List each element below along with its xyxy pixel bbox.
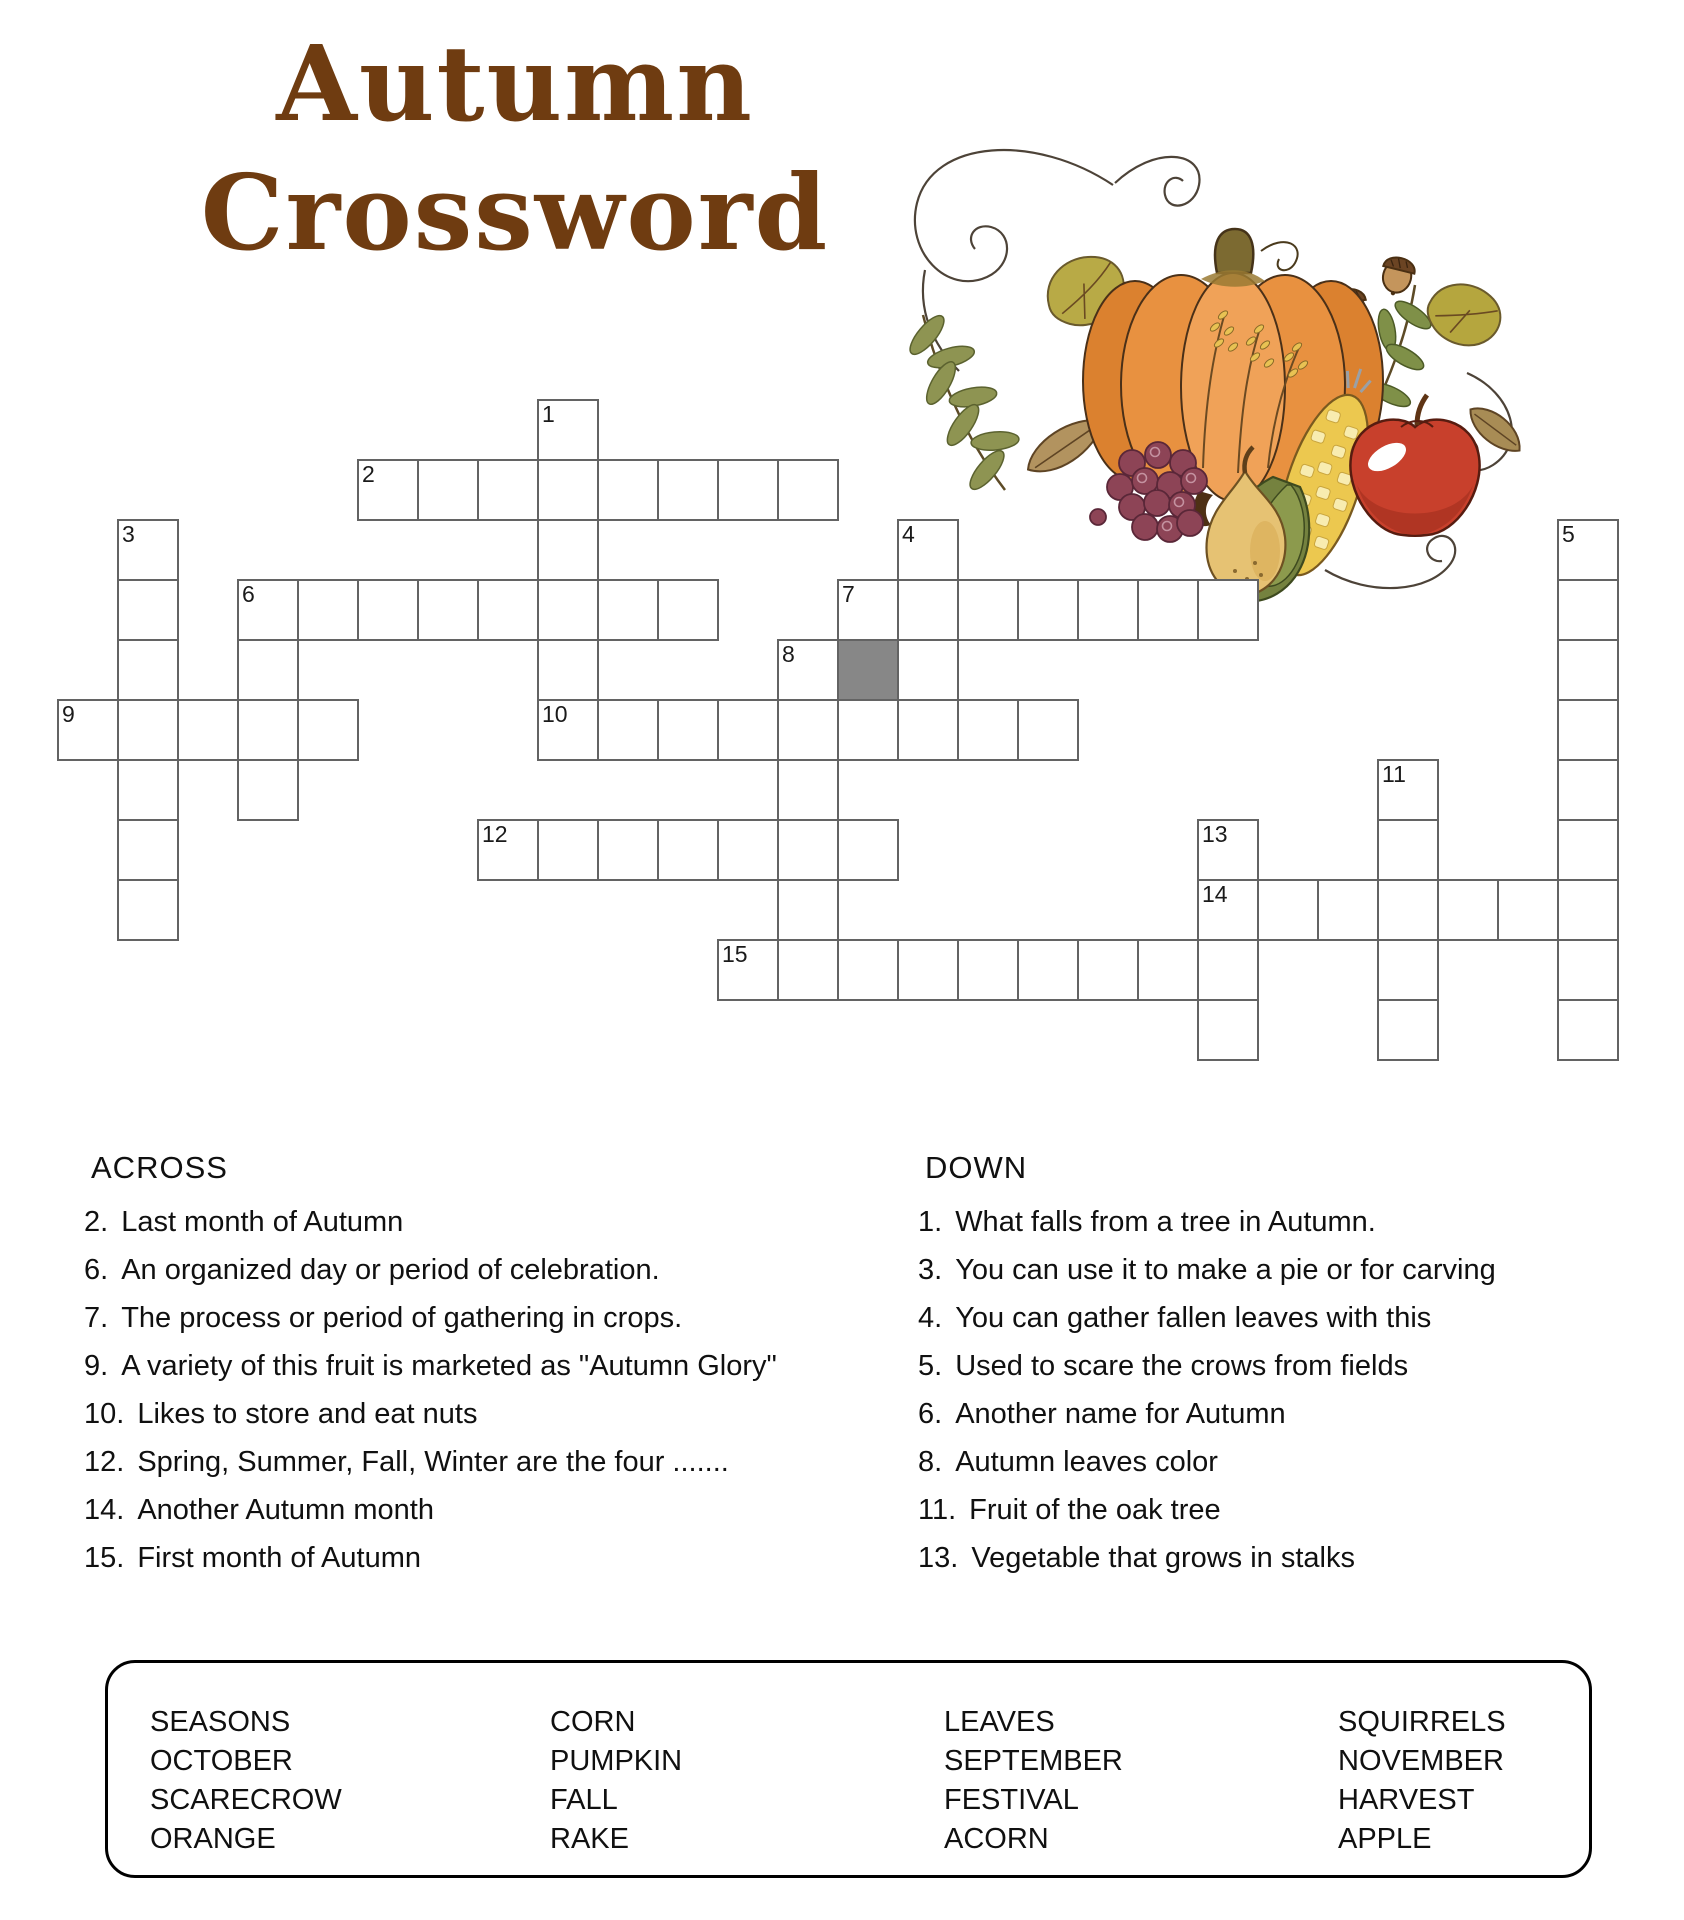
clue-number: 6. <box>84 1254 109 1286</box>
clue-text: Likes to store and eat nuts <box>137 1398 478 1430</box>
word-bank-word: HARVEST <box>1338 1784 1475 1816</box>
clue-number: 7. <box>84 1302 109 1334</box>
grid-cell[interactable] <box>717 459 779 521</box>
grid-cell[interactable] <box>1197 999 1259 1061</box>
word-bank-word: SEASONS <box>150 1706 291 1738</box>
grid-cell[interactable] <box>237 639 299 701</box>
clue-text: Spring, Summer, Fall, Winter are the four ....... <box>137 1446 729 1478</box>
grid-cell[interactable] <box>177 699 239 761</box>
grid-cell[interactable] <box>717 939 779 1001</box>
grid-cell[interactable] <box>897 639 959 701</box>
clue-text: You can use it to make a pie or for carving <box>955 1254 1496 1286</box>
grid-cell[interactable] <box>1137 939 1199 1001</box>
word-bank-word: SCARECROW <box>150 1784 342 1816</box>
clue-number: 11. <box>918 1494 957 1526</box>
grid-cell[interactable] <box>1197 819 1259 881</box>
down-header: DOWN <box>925 1150 1028 1185</box>
grid-cell[interactable] <box>897 579 959 641</box>
grid-cell[interactable] <box>1017 699 1079 761</box>
grid-cell[interactable] <box>477 459 539 521</box>
clue-item <box>918 1398 1628 1431</box>
grid-cell[interactable] <box>597 699 659 761</box>
grid-cell[interactable] <box>1557 939 1619 1001</box>
grid-cell[interactable] <box>777 459 839 521</box>
cell-number: 9 <box>62 701 75 727</box>
grid-cell[interactable] <box>117 879 179 941</box>
page-title-line2: Crossword <box>200 150 830 274</box>
grid-cell[interactable] <box>837 939 899 1001</box>
grid-cell[interactable] <box>1317 879 1379 941</box>
grid-cell[interactable] <box>1377 939 1439 1001</box>
grid-cell[interactable] <box>1557 699 1619 761</box>
across-header: ACROSS <box>91 1150 228 1185</box>
clue-text: The process or period of gathering in crops. <box>121 1302 683 1334</box>
clue-item <box>918 1206 1628 1239</box>
grid-cell[interactable] <box>537 699 599 761</box>
page-title-line1: Autumn <box>276 22 754 145</box>
clue-item <box>84 1494 794 1527</box>
grid-cell[interactable] <box>597 819 659 881</box>
down-clues <box>918 1150 1628 1590</box>
word-bank-word: SEPTEMBER <box>944 1745 1123 1777</box>
clue-text: What falls from a tree in Autumn. <box>955 1206 1376 1238</box>
clue-item <box>84 1398 794 1431</box>
clue-number: 8. <box>918 1446 943 1478</box>
grid-cell[interactable] <box>597 459 659 521</box>
grid-cell[interactable] <box>297 579 359 641</box>
grid-cell[interactable] <box>1077 579 1139 641</box>
grid-cell[interactable] <box>777 699 839 761</box>
word-bank-column <box>1338 1703 1506 1859</box>
grid-cell[interactable] <box>1437 879 1499 941</box>
grid-cell[interactable] <box>717 699 779 761</box>
clue-number: 15. <box>84 1542 125 1574</box>
grid-cell[interactable] <box>837 699 899 761</box>
grid-cell[interactable] <box>1557 999 1619 1061</box>
clue-text: Vegetable that grows in stalks <box>971 1542 1355 1574</box>
grid-cell[interactable] <box>657 699 719 761</box>
grid-cell[interactable] <box>597 579 659 641</box>
cell-number: 3 <box>122 521 135 547</box>
grid-cell[interactable] <box>537 579 599 641</box>
word-bank-column <box>550 1703 682 1859</box>
clue-item <box>84 1206 794 1239</box>
grid-cell[interactable] <box>1497 879 1559 941</box>
word-bank-word: LEAVES <box>944 1706 1055 1738</box>
clue-item <box>918 1350 1628 1383</box>
grid-cell[interactable] <box>777 819 839 881</box>
grid-cell[interactable] <box>777 879 839 941</box>
grid-cell[interactable] <box>477 819 539 881</box>
clue-text: Last month of Autumn <box>121 1206 404 1238</box>
word-bank-word: CORN <box>550 1706 636 1738</box>
grid-cell[interactable] <box>1137 579 1199 641</box>
grid-cell[interactable] <box>117 519 179 581</box>
grid-cell[interactable] <box>897 699 959 761</box>
grid-cell[interactable] <box>1197 579 1259 641</box>
grid-cell[interactable] <box>537 459 599 521</box>
cell-number: 1 <box>542 401 555 427</box>
word-bank-column <box>944 1703 1123 1859</box>
blocked-cell <box>837 639 899 701</box>
clue-item <box>84 1254 794 1287</box>
word-bank-word: ACORN <box>944 1823 1049 1855</box>
clue-item <box>918 1494 1628 1527</box>
grid-cell[interactable] <box>1557 759 1619 821</box>
grid-cell[interactable] <box>1377 999 1439 1061</box>
clue-item <box>84 1542 794 1575</box>
grid-cell[interactable] <box>1557 579 1619 641</box>
down-clue-list <box>918 1206 1628 1575</box>
grid-cell[interactable] <box>237 759 299 821</box>
grid-cell[interactable] <box>117 759 179 821</box>
clue-number: 1. <box>918 1206 943 1238</box>
word-bank-word: SQUIRRELS <box>1338 1706 1506 1738</box>
grid-cell[interactable] <box>1557 879 1619 941</box>
clue-item <box>84 1446 794 1479</box>
grid-cell[interactable] <box>1557 819 1619 881</box>
clue-item <box>918 1254 1628 1287</box>
clue-number: 12. <box>84 1446 125 1478</box>
clue-number: 4. <box>918 1302 943 1334</box>
clue-text: An organized day or period of celebration. <box>121 1254 660 1286</box>
clue-number: 6. <box>918 1398 943 1430</box>
cell-number: 15 <box>722 941 748 967</box>
cell-number: 5 <box>1562 521 1575 547</box>
grid-cell[interactable] <box>1377 879 1439 941</box>
grid-cell[interactable] <box>837 819 899 881</box>
grid-cell[interactable] <box>237 699 299 761</box>
cell-number: 13 <box>1202 821 1228 847</box>
grid-cell[interactable] <box>297 699 359 761</box>
grid-cell[interactable] <box>477 579 539 641</box>
grid-cell[interactable] <box>357 459 419 521</box>
word-bank-word: APPLE <box>1338 1823 1432 1855</box>
word-bank-word: FESTIVAL <box>944 1784 1079 1816</box>
grid-cell[interactable] <box>657 579 719 641</box>
clue-text: First month of Autumn <box>137 1542 421 1574</box>
clue-item <box>84 1350 794 1383</box>
grid-cell[interactable] <box>417 459 479 521</box>
cell-number: 8 <box>782 641 795 667</box>
grid-cell[interactable] <box>1557 639 1619 701</box>
grid-cell[interactable] <box>417 579 479 641</box>
across-clues <box>84 1150 794 1590</box>
clue-text: Another name for Autumn <box>955 1398 1286 1430</box>
clue-item <box>84 1302 794 1335</box>
grid-cell[interactable] <box>897 519 959 581</box>
clue-text: Another Autumn month <box>137 1494 434 1526</box>
grid-cell[interactable] <box>237 579 299 641</box>
clue-text: You can gather fallen leaves with this <box>955 1302 1432 1334</box>
clue-text: A variety of this fruit is marketed as "Autumn Glory" <box>121 1350 777 1382</box>
grid-cell[interactable] <box>957 579 1019 641</box>
cell-number: 6 <box>242 581 255 607</box>
clue-number: 2. <box>84 1206 109 1238</box>
clue-number: 14. <box>84 1494 125 1526</box>
grid-cell[interactable] <box>537 399 599 461</box>
grid-cell[interactable] <box>957 699 1019 761</box>
grid-cell[interactable] <box>897 939 959 1001</box>
grid-cell[interactable] <box>1557 519 1619 581</box>
word-bank-word: RAKE <box>550 1823 629 1855</box>
word-bank <box>105 1660 1592 1878</box>
word-bank-word: OCTOBER <box>150 1745 293 1777</box>
grid-cell[interactable] <box>117 579 179 641</box>
cell-number: 11 <box>1382 761 1406 787</box>
word-bank-word: NOVEMBER <box>1338 1745 1504 1777</box>
grid-cell[interactable] <box>1257 879 1319 941</box>
grid-cell[interactable] <box>777 939 839 1001</box>
cell-number: 12 <box>482 821 508 847</box>
clue-number: 13. <box>918 1542 959 1574</box>
word-bank-word: FALL <box>550 1784 618 1816</box>
clue-item <box>918 1446 1628 1479</box>
word-bank-word: PUMPKIN <box>550 1745 683 1777</box>
grid-cell[interactable] <box>537 639 599 701</box>
grid-cell[interactable] <box>657 459 719 521</box>
grid-cell[interactable] <box>537 819 599 881</box>
grid-cell[interactable] <box>1197 939 1259 1001</box>
cell-number: 7 <box>842 581 855 607</box>
grid-cell[interactable] <box>1017 579 1079 641</box>
cell-number: 14 <box>1202 881 1228 907</box>
clue-item <box>918 1542 1628 1575</box>
grid-cell[interactable] <box>537 519 599 581</box>
grid-cell[interactable] <box>1377 759 1439 821</box>
grid-cell[interactable] <box>1077 939 1139 1001</box>
grid-cell[interactable] <box>57 699 119 761</box>
grid-cell[interactable] <box>1377 819 1439 881</box>
cell-number: 2 <box>362 461 375 487</box>
grid-cell[interactable] <box>117 639 179 701</box>
grid-cell[interactable] <box>357 579 419 641</box>
grid-cell[interactable] <box>717 819 779 881</box>
clue-text: Autumn leaves color <box>955 1446 1218 1478</box>
cell-number: 10 <box>542 701 568 727</box>
cell-number: 4 <box>902 521 915 547</box>
clue-number: 5. <box>918 1350 943 1382</box>
clue-number: 9. <box>84 1350 109 1382</box>
clue-number: 10. <box>84 1398 125 1430</box>
grid-cell[interactable] <box>777 759 839 821</box>
grid-cell[interactable] <box>837 579 899 641</box>
grid-cell[interactable] <box>117 699 179 761</box>
grid-cell[interactable] <box>777 639 839 701</box>
clue-text: Used to scare the crows from fields <box>955 1350 1409 1382</box>
word-bank-column <box>150 1703 342 1859</box>
grid-cell[interactable] <box>1197 879 1259 941</box>
clue-text: Fruit of the oak tree <box>969 1494 1221 1526</box>
grid-cell[interactable] <box>1017 939 1079 1001</box>
clue-number: 3. <box>918 1254 943 1286</box>
grid-cell[interactable] <box>657 819 719 881</box>
grid-cell[interactable] <box>957 939 1019 1001</box>
across-clue-list <box>84 1206 794 1575</box>
word-bank-word: ORANGE <box>150 1823 276 1855</box>
grid-cell[interactable] <box>117 819 179 881</box>
clue-item <box>918 1302 1628 1335</box>
